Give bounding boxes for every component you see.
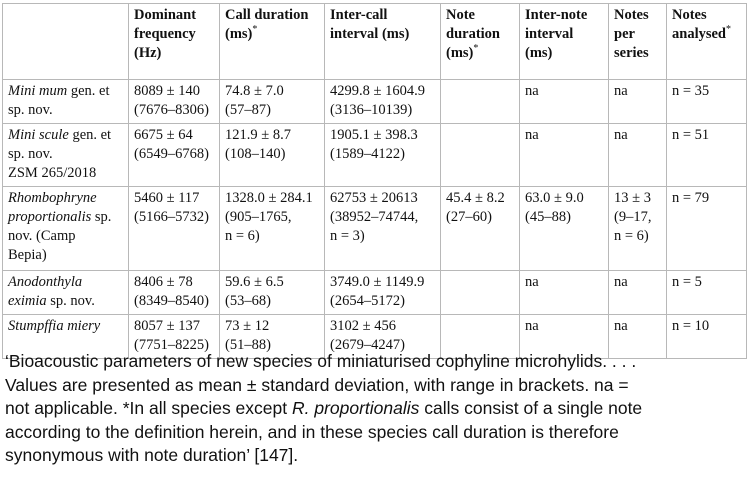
species-cell: Rhombophryne proportionalis sp. nov. (Camp Bepia) xyxy=(3,187,129,271)
asterisk-footnote-marker: * xyxy=(726,24,731,36)
notes-per-series-cell: na xyxy=(609,124,667,187)
caption-line: synonymous with note duration’ [147]. xyxy=(5,445,299,465)
species-cell: Mini mum gen. et sp. nov. xyxy=(3,80,129,124)
header-cell-notes-per-series: Notes per series xyxy=(609,4,667,80)
header-cell-notes-analysed: Notes analysed* xyxy=(667,4,747,80)
caption-line: according to the definition herein, and in these species call duration is therefore xyxy=(5,421,619,442)
dominant-frequency-cell: 5460 ± 117 (5166–5732) xyxy=(129,187,220,271)
note-duration-cell: 45.4 ± 8.2 (27–60) xyxy=(441,187,520,271)
notes-analysed-cell: n = 79 xyxy=(667,187,747,271)
header-cell-dominant-frequency: Dominant frequency (Hz) xyxy=(129,4,220,80)
header-cell-inter-call-interval: Inter-call interval (ms) xyxy=(325,4,441,80)
table-row xyxy=(3,124,747,187)
species-cell: Mini scule gen. et sp. nov. ZSM 265/2018 xyxy=(3,124,129,187)
inter-note-interval-cell: na xyxy=(520,124,609,187)
inter-call-interval-cell: 3749.0 ± 1149.9 (2654–5172) xyxy=(325,271,441,315)
call-duration-cell: 121.9 ± 8.7 (108–140) xyxy=(220,124,325,187)
notes-per-series-cell: 13 ± 3 (9–17, n = 6) xyxy=(609,187,667,271)
notes-analysed-cell: n = 35 xyxy=(667,80,747,124)
call-duration-cell: 59.6 ± 6.5 (53–68) xyxy=(220,271,325,315)
table-row xyxy=(3,271,747,315)
asterisk-footnote-marker: * xyxy=(473,43,479,55)
caption-line: ‘Bioacoustic parameters of new species of miniaturised cophyline microhylids. . . . xyxy=(5,351,637,371)
inter-call-interval-cell: 62753 ± 20613 (38952–74744, n = 3) xyxy=(325,187,441,271)
note-duration-cell xyxy=(441,124,520,187)
call-duration-cell: 1328.0 ± 284.1 (905–1765, n = 6) xyxy=(220,187,325,271)
dominant-frequency-cell: 8057 ± 137 (7751–8225) xyxy=(129,315,220,359)
inter-note-interval-cell: na xyxy=(520,315,609,359)
inter-note-interval-cell: na xyxy=(520,80,609,124)
caption-species-italic: R. proportionalis xyxy=(291,398,420,418)
table-row xyxy=(3,80,747,124)
bioacoustic-table xyxy=(2,3,747,359)
bioacoustic-table-container xyxy=(2,3,746,359)
notes-per-series-cell: na xyxy=(609,315,667,359)
notes-analysed-cell: n = 51 xyxy=(667,124,747,187)
notes-per-series-cell: na xyxy=(609,80,667,124)
header-cell-note-duration: Note duration (ms)* xyxy=(441,4,520,80)
dominant-frequency-cell: 8406 ± 78 (8349–8540) xyxy=(129,271,220,315)
species-cell: Anodonthyla eximia sp. nov. xyxy=(3,271,129,315)
table-caption xyxy=(5,350,745,468)
header-row xyxy=(3,4,747,80)
call-duration-cell: 74.8 ± 7.0 (57–87) xyxy=(220,80,325,124)
header-cell-call-duration: Call duration (ms)* xyxy=(220,4,325,80)
dominant-frequency-cell: 6675 ± 64 (6549–6768) xyxy=(129,124,220,187)
inter-call-interval-cell: 4299.8 ± 1604.9 (3136–10139) xyxy=(325,80,441,124)
notes-analysed-cell: n = 10 xyxy=(667,315,747,359)
notes-analysed-cell: n = 5 xyxy=(667,271,747,315)
inter-note-interval-cell: na xyxy=(520,271,609,315)
inter-note-interval-cell: 63.0 ± 9.0 (45–88) xyxy=(520,187,609,271)
caption-line: not applicable. *In all species except R. proportionalis calls consist of a single note xyxy=(5,398,643,418)
header-cell-inter-note-interval: Inter-note interval (ms) xyxy=(520,4,609,80)
caption-line: Values are presented as mean ± standard deviation, with range in brackets. na = xyxy=(5,374,629,395)
call-duration-cell: 73 ± 12 (51–88) xyxy=(220,315,325,359)
note-duration-cell xyxy=(441,80,520,124)
table-row xyxy=(3,187,747,271)
header-cell-species xyxy=(3,4,129,80)
inter-call-interval-cell: 3102 ± 456 (2679–4247) xyxy=(325,315,441,359)
notes-per-series-cell: na xyxy=(609,271,667,315)
asterisk-footnote-marker: * xyxy=(252,24,258,36)
dominant-frequency-cell: 8089 ± 140 (7676–8306) xyxy=(129,80,220,124)
inter-call-interval-cell: 1905.1 ± 398.3 (1589–4122) xyxy=(325,124,441,187)
species-cell: Stumpffia miery xyxy=(3,315,129,359)
note-duration-cell xyxy=(441,271,520,315)
